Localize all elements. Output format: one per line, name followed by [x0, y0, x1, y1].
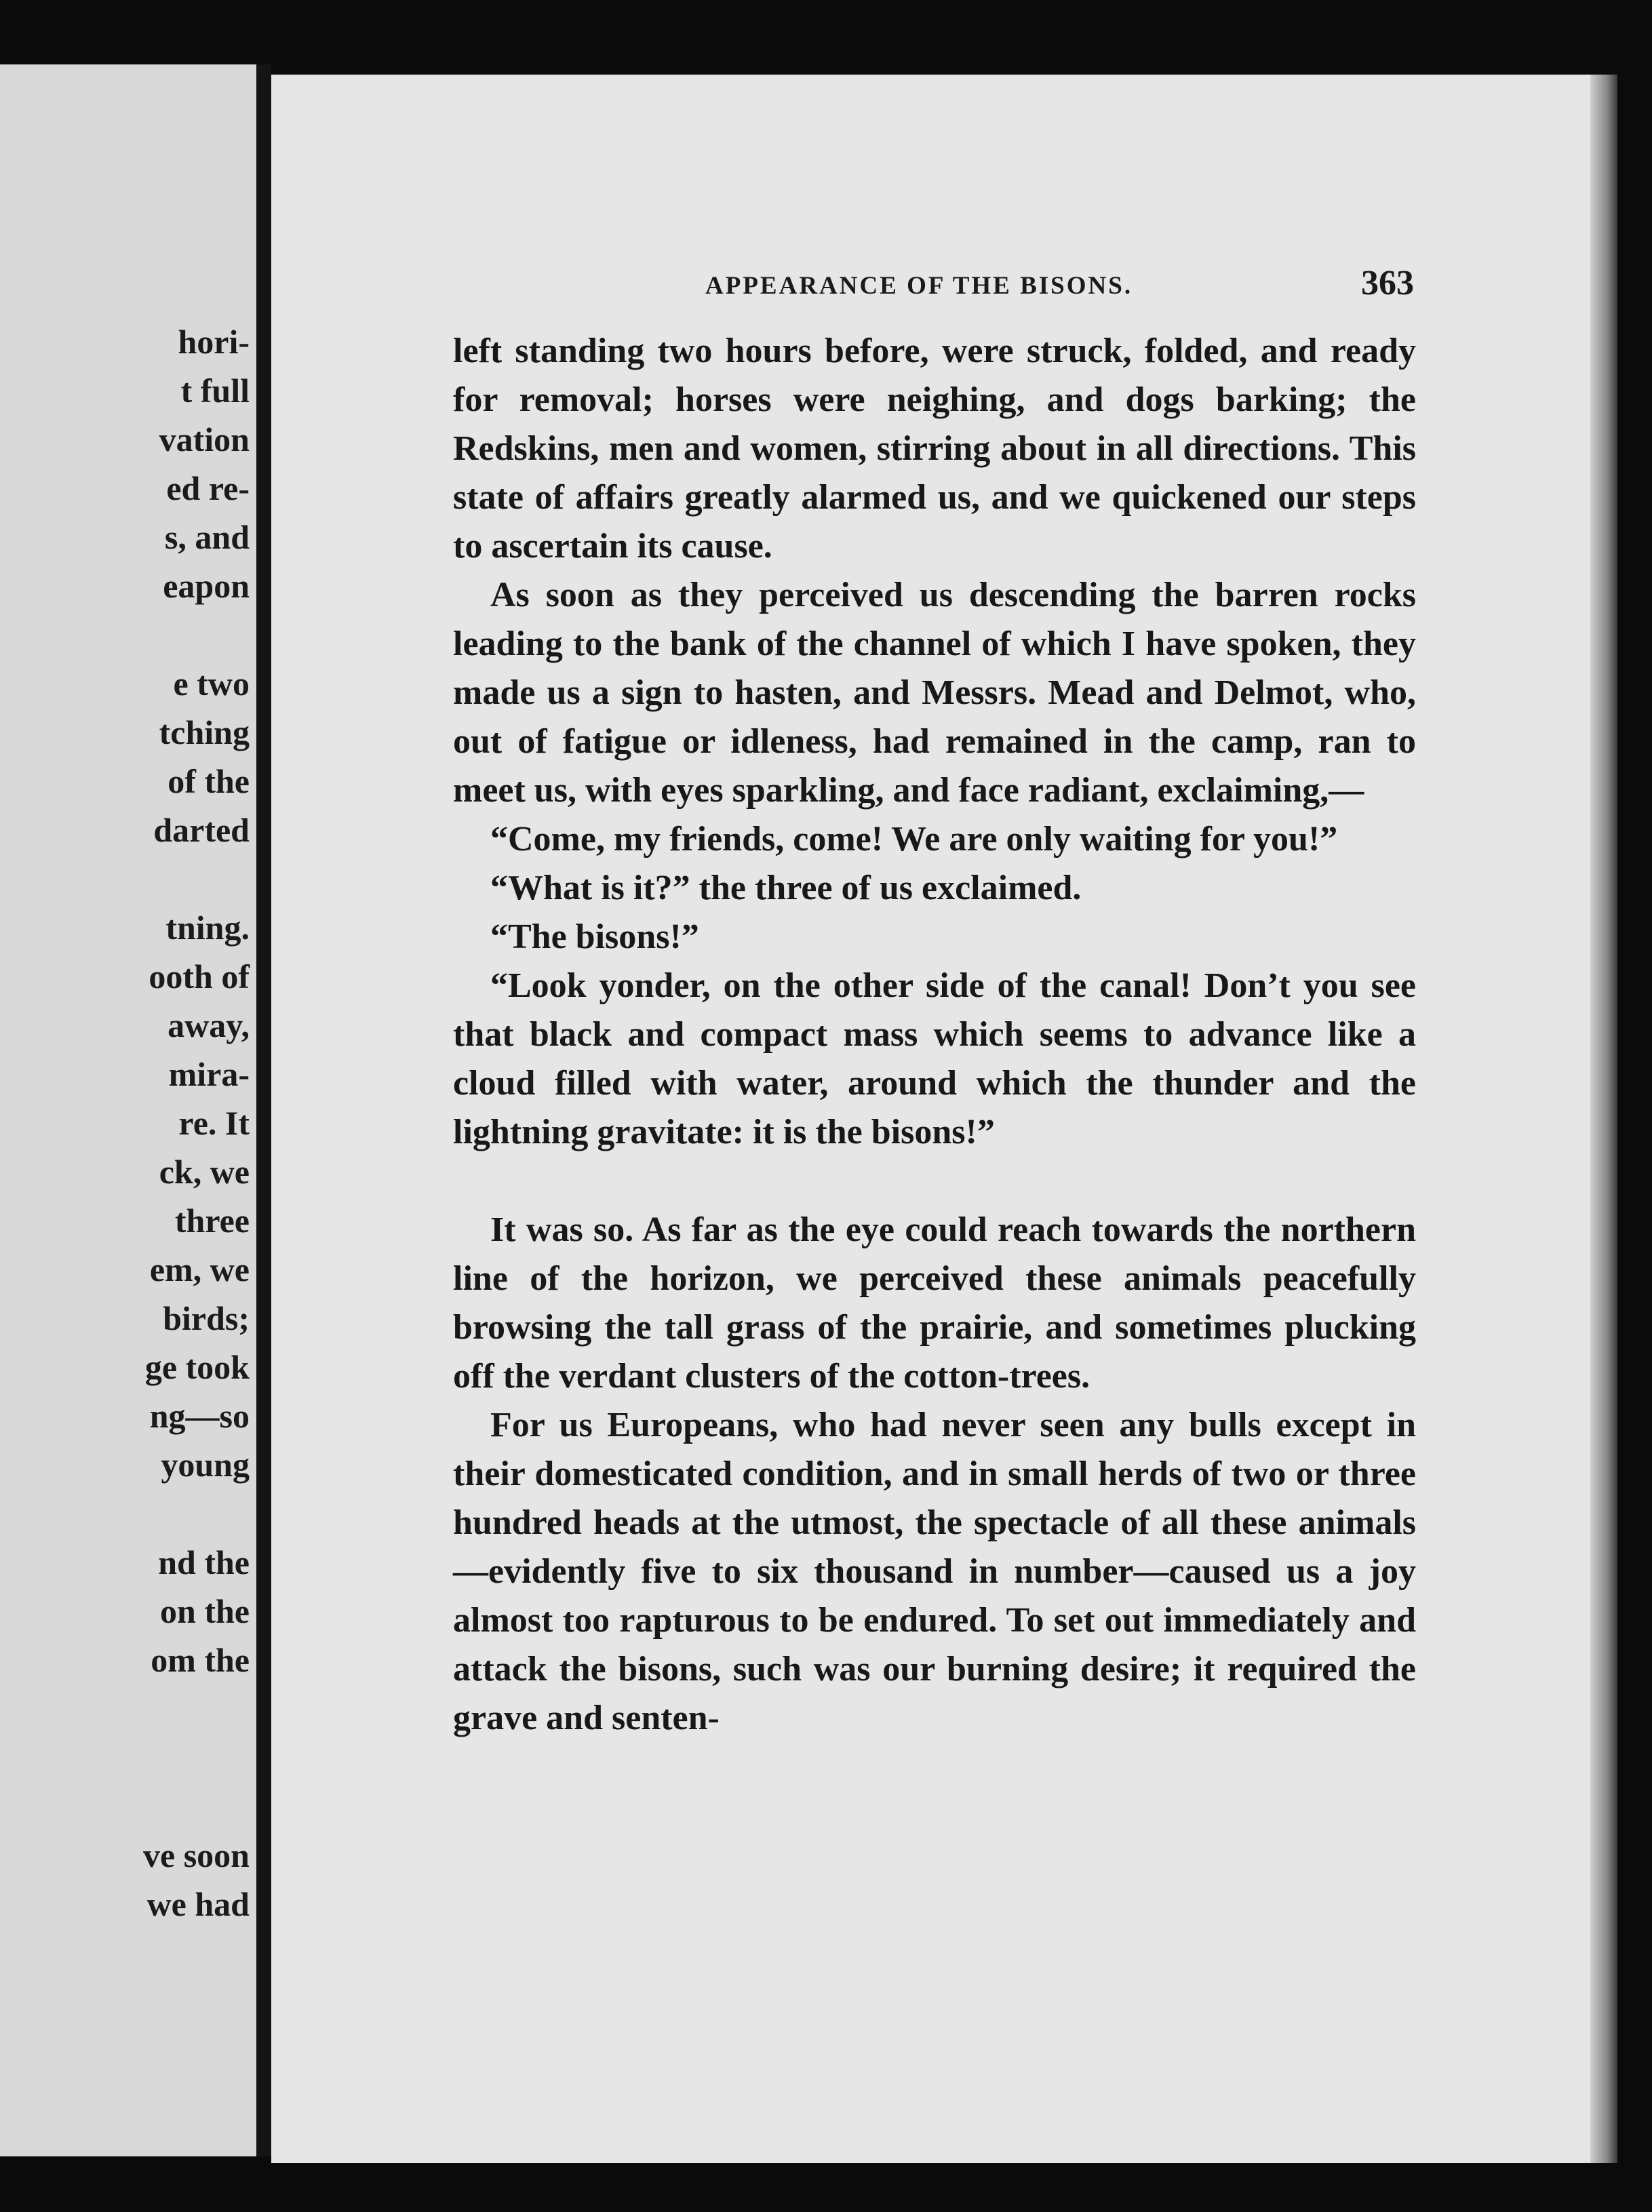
left-fragment: s, and: [164, 518, 250, 556]
page-number: 363: [1361, 264, 1414, 302]
right-page: [271, 75, 1617, 2163]
paragraph: “What is it?” the three of us exclaimed.: [490, 869, 1082, 907]
left-page: [0, 64, 256, 2156]
left-fragment: ge took: [144, 1348, 250, 1386]
left-fragment: tning.: [165, 909, 250, 947]
page-header: [271, 263, 1414, 311]
running-title: APPEARANCE OF THE BISONS.: [705, 272, 1133, 300]
paragraph: “The bisons!”: [490, 917, 699, 956]
left-fragment: young: [161, 1446, 250, 1484]
paragraph: As soon as they perceived us descending the barren rocks leading to the bank of the channel of which I have spoken, they made us a sign to hasten, and Messrs. Mead and Delmot, who, out of fatigue or idleness, had remained in the camp, ran to meet us, with eyes sparkling, and face radiant, exclaiming,—: [453, 576, 1416, 810]
left-fragment: t full: [180, 372, 250, 410]
body-text: [453, 327, 1416, 1743]
book-gutter: [256, 64, 271, 2156]
left-fragment: birds;: [163, 1299, 250, 1337]
left-fragment: away,: [168, 1006, 250, 1044]
paragraph: For us Europeans, who had never seen any bulls except in their domesticated condition, and in small herds of two or three hundred heads at the utmost, the spectacle of all these animals—evidently five to six thousand in number—caused us a joy almost too rapturous to be endured. To set out immediately and attack the bisons, such was our burning desire; it required the grave and senten-: [453, 1406, 1416, 1737]
left-fragment: ooth of: [149, 957, 250, 995]
left-fragment: tching: [159, 713, 250, 751]
left-fragment: re. It: [178, 1104, 250, 1142]
left-fragment: vation: [159, 420, 250, 458]
paragraph: “Come, my friends, come! We are only waiting for you!”: [490, 820, 1338, 858]
left-fragment: eapon: [163, 567, 250, 605]
left-fragment: nd the: [158, 1543, 250, 1581]
left-fragment: ck, we: [159, 1153, 250, 1191]
page-edge: [1590, 75, 1617, 2163]
left-fragment: ng—so: [149, 1397, 250, 1435]
paragraph: It was so. As far as the eye could reach towards the northern line of the horizon, we perceived these animals peacefully browsing the tall grass of the prairie, and sometimes plucking off the verdant clusters of the cotton-trees.: [453, 1210, 1416, 1396]
left-fragment: ve soon: [143, 1836, 250, 1874]
left-fragment: e two: [173, 665, 250, 703]
left-fragment: mira-: [168, 1055, 250, 1093]
left-fragment: em, we: [149, 1250, 250, 1288]
paragraph: left standing two hours before, were struck, folded, and ready for removal; horses were neighing, and dogs barking; the Redskins, men and women, stirring about in all directions. This state of affairs greatly alarmed us, and we quickened our steps to ascertain its cause.: [453, 332, 1416, 566]
left-fragment: om the: [151, 1641, 250, 1679]
left-fragment: we had: [146, 1885, 250, 1923]
left-fragment: ed re-: [166, 469, 250, 507]
left-fragment: on the: [160, 1592, 250, 1630]
left-fragment: darted: [153, 811, 250, 849]
left-fragment: hori-: [178, 323, 250, 361]
left-fragment: three: [174, 1202, 250, 1240]
left-fragment: of the: [168, 762, 250, 800]
paragraph: “Look yonder, on the other side of the canal! Don’t you see that black and compact mass which seems to advance like a cloud filled with water, around which the thunder and the lightning gravitate: it is the bisons!”: [453, 966, 1416, 1151]
